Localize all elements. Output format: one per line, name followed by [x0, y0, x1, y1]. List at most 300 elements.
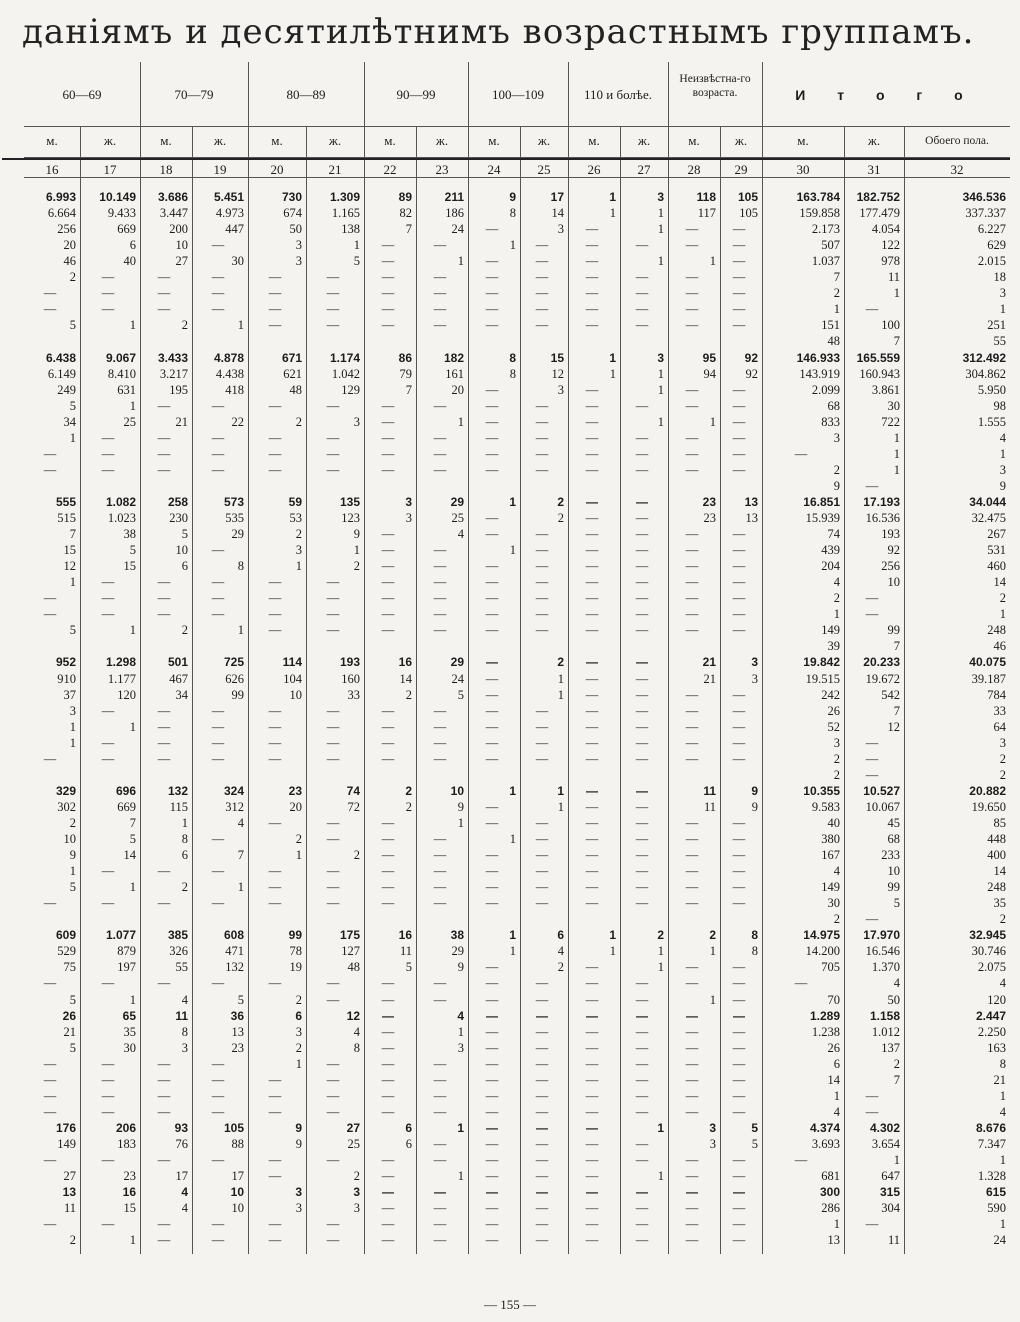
empty-cell-dash: —	[326, 992, 340, 1007]
empty-cell-dash: —	[381, 832, 395, 846]
table-cell: 33	[993, 703, 1006, 718]
table-cell: 29	[450, 655, 464, 670]
table-cell: 16	[398, 655, 412, 670]
empty-cell-dash: —	[268, 1072, 282, 1087]
table-cell: 1.177	[107, 671, 136, 686]
empty-cell-dash: —	[732, 270, 746, 285]
table-cell: 8	[181, 1024, 188, 1039]
table-cell: 439	[821, 543, 840, 558]
empty-cell-dash: —	[268, 1217, 282, 1232]
table-cell: 2	[833, 591, 840, 606]
empty-cell-dash: —	[732, 302, 746, 317]
empty-cell-dash: —	[535, 302, 549, 317]
group-header: 110 и болѣе.	[584, 87, 652, 102]
empty-cell-dash: —	[381, 1024, 395, 1039]
empty-cell-dash: —	[157, 896, 171, 911]
empty-cell-dash: —	[268, 735, 282, 750]
table-cell: 50	[887, 992, 900, 1007]
table-cell: 1	[457, 1120, 464, 1135]
empty-cell-dash: —	[685, 1088, 699, 1103]
table-cell: 151	[821, 318, 840, 333]
empty-cell-dash: —	[865, 912, 879, 927]
table-cell: 324	[223, 783, 244, 798]
empty-cell-dash: —	[535, 1136, 549, 1151]
table-cell: 26	[62, 1008, 76, 1023]
table-cell: 2	[833, 912, 840, 927]
table-cell: 1.158	[869, 1008, 900, 1023]
table-cell: 85	[993, 815, 1006, 830]
table-cell: 1	[353, 543, 360, 558]
empty-cell-dash: —	[268, 880, 282, 895]
empty-cell-dash: —	[733, 1185, 745, 1200]
table-cell: 92	[745, 366, 758, 381]
empty-cell-dash: —	[535, 815, 549, 830]
table-cell: 34.044	[969, 494, 1006, 509]
table-cell: 1	[709, 944, 716, 959]
table-cell: 25	[123, 414, 136, 429]
table-cell: 3	[999, 286, 1006, 301]
empty-cell-dash: —	[433, 1104, 447, 1119]
table-cell: 2	[833, 286, 840, 301]
table-cell: 4.878	[213, 350, 244, 365]
empty-cell-dash: —	[326, 1088, 340, 1103]
empty-cell-dash: —	[685, 880, 699, 895]
table-cell: 1	[999, 1153, 1006, 1167]
empty-cell-dash: —	[326, 815, 340, 830]
table-cell: 13	[62, 1185, 76, 1200]
table-cell: 3	[295, 238, 302, 253]
table-cell: 515	[57, 511, 76, 525]
empty-cell-dash: —	[433, 976, 447, 991]
table-cell: 471	[225, 944, 244, 959]
empty-cell-dash: —	[733, 1008, 745, 1023]
table-cell: 4	[181, 1185, 188, 1200]
empty-cell-dash: —	[211, 896, 225, 911]
table-cell: 25	[347, 1136, 360, 1151]
column-number: 23	[435, 162, 449, 177]
table-cell: 1	[295, 1056, 302, 1071]
table-cell: 1	[557, 671, 564, 686]
empty-cell-dash: —	[732, 623, 746, 638]
empty-cell-dash: —	[535, 1104, 549, 1119]
empty-cell-dash: —	[585, 976, 599, 991]
empty-cell-dash: —	[485, 1072, 499, 1087]
empty-cell-dash: —	[485, 1217, 499, 1232]
table-cell: 1	[893, 462, 900, 477]
empty-cell-dash: —	[157, 1153, 171, 1167]
table-cell: 629	[987, 238, 1006, 253]
table-cell: 1	[457, 1169, 464, 1184]
table-cell: 21	[993, 1072, 1006, 1087]
empty-cell-dash: —	[685, 238, 699, 253]
empty-cell-dash: —	[535, 462, 549, 477]
table-cell: 9	[751, 783, 758, 798]
group-header: 60—69	[62, 87, 102, 102]
empty-cell-dash: —	[732, 1088, 746, 1103]
table-cell: 730	[281, 190, 302, 204]
table-cell: 13	[827, 1233, 840, 1248]
table-cell: 1	[999, 1217, 1006, 1232]
table-cell: 53	[289, 511, 302, 525]
empty-cell-dash: —	[535, 1056, 549, 1071]
table-cell: 4.054	[871, 222, 900, 237]
table-cell: 6.993	[45, 190, 76, 204]
table-cell: 1.309	[329, 190, 360, 204]
empty-cell-dash: —	[585, 832, 599, 846]
table-cell: 40	[123, 254, 136, 269]
table-cell: 104	[283, 671, 302, 686]
table-cell: 8.676	[975, 1120, 1006, 1135]
empty-cell-dash: —	[585, 222, 599, 237]
table-cell: 1	[557, 687, 564, 702]
empty-cell-dash: —	[732, 318, 746, 333]
empty-cell-dash: —	[486, 1120, 498, 1135]
empty-cell-dash: —	[268, 446, 282, 461]
empty-cell-dash: —	[865, 751, 879, 766]
table-cell: 647	[881, 1169, 900, 1184]
table-cell: 10	[175, 543, 188, 558]
table-cell: 19.842	[803, 655, 840, 670]
empty-cell-dash: —	[635, 751, 649, 766]
empty-cell-dash: —	[268, 462, 282, 477]
table-cell: 4	[999, 1104, 1006, 1119]
empty-cell-dash: —	[326, 735, 340, 750]
empty-cell-dash: —	[685, 318, 699, 333]
empty-cell-dash: —	[685, 591, 699, 606]
table-cell: 2	[295, 832, 302, 846]
empty-cell-dash: —	[381, 815, 395, 830]
empty-cell-dash: —	[381, 1056, 395, 1071]
table-cell: 22	[231, 414, 244, 429]
empty-cell-dash: —	[268, 318, 282, 333]
empty-cell-dash: —	[157, 976, 171, 991]
empty-cell-dash: —	[585, 623, 599, 638]
empty-cell-dash: —	[865, 1217, 879, 1232]
table-cell: 1	[833, 607, 840, 622]
table-cell: 12	[887, 719, 900, 734]
column-subheader: м.	[271, 133, 283, 148]
empty-cell-dash: —	[43, 1072, 57, 1087]
column-subheader: ж.	[867, 133, 881, 148]
table-cell: 248	[987, 880, 1006, 895]
table-cell: 1	[353, 238, 360, 253]
empty-cell-dash: —	[635, 238, 649, 253]
empty-cell-dash: —	[485, 254, 499, 269]
empty-cell-dash: —	[535, 398, 549, 413]
empty-cell-dash: —	[326, 1056, 340, 1071]
empty-cell-dash: —	[732, 832, 746, 846]
table-cell: 23	[231, 1040, 244, 1055]
table-cell: 5	[69, 318, 76, 333]
group-header: 100—109	[492, 87, 544, 102]
empty-cell-dash: —	[101, 286, 115, 301]
table-cell: 20.233	[863, 655, 900, 670]
empty-cell-dash: —	[585, 254, 599, 269]
empty-cell-dash: —	[635, 1024, 649, 1039]
empty-cell-dash: —	[485, 1104, 499, 1119]
table-cell: 7	[893, 334, 900, 349]
table-cell: 9.067	[105, 350, 136, 365]
empty-cell-dash: —	[732, 543, 746, 558]
table-cell: 1	[295, 559, 302, 574]
table-cell: 70	[827, 992, 840, 1007]
empty-cell-dash: —	[635, 575, 649, 590]
table-cell: 5	[129, 832, 136, 846]
empty-cell-dash: —	[211, 1072, 225, 1087]
table-cell: 55	[175, 960, 188, 975]
table-cell: 95	[702, 350, 716, 365]
empty-cell-dash: —	[157, 1072, 171, 1087]
table-cell: 122	[881, 238, 900, 253]
table-cell: 1	[657, 366, 664, 381]
table-cell: 9	[999, 478, 1006, 493]
empty-cell-dash: —	[535, 848, 549, 863]
empty-cell-dash: —	[157, 591, 171, 606]
table-cell: 19.515	[805, 671, 840, 686]
table-cell: 1	[69, 864, 76, 879]
empty-cell-dash: —	[485, 751, 499, 766]
table-cell: 11	[887, 1233, 900, 1248]
empty-cell-dash: —	[865, 1088, 879, 1103]
empty-cell-dash: —	[268, 864, 282, 879]
empty-cell-dash: —	[635, 511, 649, 525]
table-cell: 120	[987, 992, 1006, 1007]
table-cell: 3.447	[159, 206, 188, 221]
empty-cell-dash: —	[485, 687, 499, 702]
empty-cell-dash: —	[635, 671, 649, 686]
table-cell: 20	[63, 238, 76, 253]
table-cell: 467	[169, 671, 188, 686]
table-cell: 163.784	[796, 190, 840, 204]
table-cell: 15	[550, 350, 564, 365]
column-subheader: ж.	[637, 133, 651, 148]
empty-cell-dash: —	[326, 1104, 340, 1119]
table-cell: 1	[129, 318, 136, 333]
column-subheader: ж.	[734, 133, 748, 148]
column-number: 22	[383, 162, 397, 177]
table-cell: 15	[123, 1201, 136, 1216]
table-cell: 242	[821, 687, 840, 702]
empty-cell-dash: —	[485, 430, 499, 445]
table-cell: 460	[987, 559, 1006, 574]
table-cell: 1	[69, 430, 76, 445]
page-title: даніямъ и десятилѣтнимъ возрастнымъ группамъ.	[22, 12, 975, 52]
empty-cell-dash: —	[485, 623, 499, 638]
empty-cell-dash: —	[381, 318, 395, 333]
empty-cell-dash: —	[865, 591, 879, 606]
table-cell: 4	[833, 864, 840, 879]
empty-cell-dash: —	[485, 511, 499, 525]
empty-cell-dash: —	[433, 286, 447, 301]
table-cell: 725	[223, 655, 244, 670]
table-cell: 304.862	[965, 366, 1006, 381]
table-cell: 29	[231, 527, 244, 542]
table-cell: 2.015	[977, 254, 1006, 269]
empty-cell-dash: —	[685, 687, 699, 702]
empty-cell-dash: —	[535, 559, 549, 574]
table-cell: 3	[709, 1120, 716, 1135]
table-cell: 149	[821, 623, 840, 638]
table-cell: 4.438	[215, 366, 244, 381]
empty-cell-dash: —	[732, 976, 746, 991]
table-cell: 167	[821, 848, 840, 863]
empty-cell-dash: —	[685, 896, 699, 911]
empty-cell-dash: —	[485, 864, 499, 879]
table-cell: 163	[987, 1040, 1006, 1055]
empty-cell-dash: —	[535, 254, 549, 269]
table-cell: 3	[181, 1040, 188, 1055]
table-cell: 1	[509, 944, 516, 959]
table-cell: 143.919	[799, 366, 840, 381]
table-cell: 74	[346, 783, 360, 798]
empty-cell-dash: —	[211, 270, 225, 285]
empty-cell-dash: —	[685, 462, 699, 477]
empty-cell-dash: —	[326, 286, 340, 301]
empty-cell-dash: —	[535, 1040, 549, 1055]
empty-cell-dash: —	[268, 607, 282, 622]
empty-cell-dash: —	[635, 1217, 649, 1232]
table-cell: 952	[55, 655, 76, 670]
table-cell: 105	[739, 206, 758, 221]
column-subheader: ж.	[537, 133, 551, 148]
table-cell: 30	[123, 1040, 136, 1055]
empty-cell-dash: —	[485, 286, 499, 301]
empty-cell-dash: —	[211, 238, 225, 253]
table-cell: 1.289	[809, 1008, 840, 1023]
group-header: 90—99	[396, 87, 436, 102]
empty-cell-dash: —	[268, 1233, 282, 1248]
table-cell: 2	[353, 848, 360, 863]
empty-cell-dash: —	[101, 1088, 115, 1103]
table-cell: 4.374	[809, 1120, 840, 1135]
table-cell: 3	[557, 222, 564, 237]
empty-cell-dash: —	[685, 864, 699, 879]
empty-cell-dash: —	[433, 1153, 447, 1167]
table-cell: 78	[289, 944, 302, 959]
table-cell: 7.347	[977, 1136, 1006, 1151]
empty-cell-dash: —	[381, 1072, 395, 1087]
group-header: 70—79	[174, 87, 214, 102]
empty-cell-dash: —	[101, 1056, 115, 1071]
table-cell: 10	[231, 1201, 244, 1216]
empty-cell-dash: —	[268, 1104, 282, 1119]
empty-cell-dash: —	[381, 414, 395, 429]
table-cell: 4	[557, 944, 564, 959]
table-cell: 19.672	[865, 671, 900, 686]
table-cell: 3	[833, 430, 840, 445]
table-cell: 115	[169, 799, 188, 814]
table-cell: 33	[347, 687, 360, 702]
empty-cell-dash: —	[635, 302, 649, 317]
table-cell: 5	[751, 1120, 758, 1135]
table-cell: 14	[993, 575, 1006, 590]
table-cell: 5	[405, 960, 412, 975]
table-cell: 1.165	[331, 206, 360, 221]
empty-cell-dash: —	[635, 1201, 649, 1216]
empty-cell-dash: —	[157, 1104, 171, 1119]
table-cell: 16.536	[865, 511, 900, 525]
empty-cell-dash: —	[685, 751, 699, 766]
empty-cell-dash: —	[43, 1153, 57, 1167]
empty-cell-dash: —	[685, 559, 699, 574]
empty-cell-dash: —	[433, 703, 447, 718]
table-cell: 17	[175, 1169, 188, 1184]
table-cell: 39.187	[971, 671, 1006, 686]
empty-cell-dash: —	[101, 751, 115, 766]
table-cell: 35	[123, 1024, 136, 1039]
empty-cell-dash: —	[635, 832, 649, 846]
empty-cell-dash: —	[433, 575, 447, 590]
table-cell: 39	[827, 639, 840, 654]
empty-cell-dash: —	[433, 848, 447, 863]
empty-cell-dash: —	[865, 735, 879, 750]
empty-cell-dash: —	[535, 543, 549, 558]
table-cell: 1	[709, 414, 716, 429]
table-cell: 1	[999, 446, 1006, 461]
empty-cell-dash: —	[535, 1201, 549, 1216]
table-cell: 14.975	[803, 928, 840, 943]
empty-cell-dash: —	[381, 976, 395, 991]
table-cell: 1.082	[105, 494, 136, 509]
table-cell: 2	[657, 928, 664, 943]
table-cell: 68	[887, 832, 900, 846]
empty-cell-dash: —	[382, 1185, 394, 1200]
table-cell: 1	[609, 944, 616, 959]
empty-cell-dash: —	[486, 1008, 498, 1023]
table-cell: 3.861	[871, 382, 900, 397]
table-cell: 16	[398, 928, 412, 943]
table-cell: 1.328	[977, 1169, 1006, 1184]
table-cell: 267	[987, 527, 1006, 542]
table-cell: 1	[457, 815, 464, 830]
table-cell: 3	[657, 350, 664, 365]
table-cell: 10	[289, 687, 302, 702]
empty-cell-dash: —	[685, 607, 699, 622]
empty-cell-dash: —	[485, 671, 499, 686]
table-cell: 193	[339, 655, 360, 670]
empty-cell-dash: —	[268, 302, 282, 317]
empty-cell-dash: —	[635, 1040, 649, 1055]
column-number: 19	[213, 162, 227, 177]
table-cell: 573	[223, 494, 244, 509]
empty-cell-dash: —	[326, 623, 340, 638]
table-cell: 6	[295, 1008, 302, 1023]
empty-cell-dash: —	[433, 751, 447, 766]
empty-cell-dash: —	[732, 575, 746, 590]
table-cell: 74	[827, 527, 840, 542]
table-cell: 11	[63, 1201, 76, 1216]
empty-cell-dash: —	[732, 238, 746, 253]
table-cell: 19	[289, 960, 302, 975]
table-cell: 1.037	[811, 254, 840, 269]
table-cell: 1	[999, 302, 1006, 317]
table-cell: 337.337	[965, 206, 1006, 221]
table-cell: 2.250	[977, 1024, 1006, 1039]
table-cell: 46	[63, 254, 76, 269]
table-cell: 910	[57, 671, 76, 686]
table-cell: 6	[833, 1056, 840, 1071]
column-subheader: Обоего пола.	[925, 135, 989, 147]
empty-cell-dash: —	[433, 270, 447, 285]
empty-cell-dash: —	[211, 832, 225, 846]
empty-cell-dash: —	[211, 430, 225, 445]
table-cell: 5	[69, 1040, 76, 1055]
empty-cell-dash: —	[732, 591, 746, 606]
table-cell: 256	[881, 559, 900, 574]
table-cell: 15.939	[805, 511, 840, 525]
table-cell: 1	[557, 799, 564, 814]
table-cell: 7	[893, 639, 900, 654]
